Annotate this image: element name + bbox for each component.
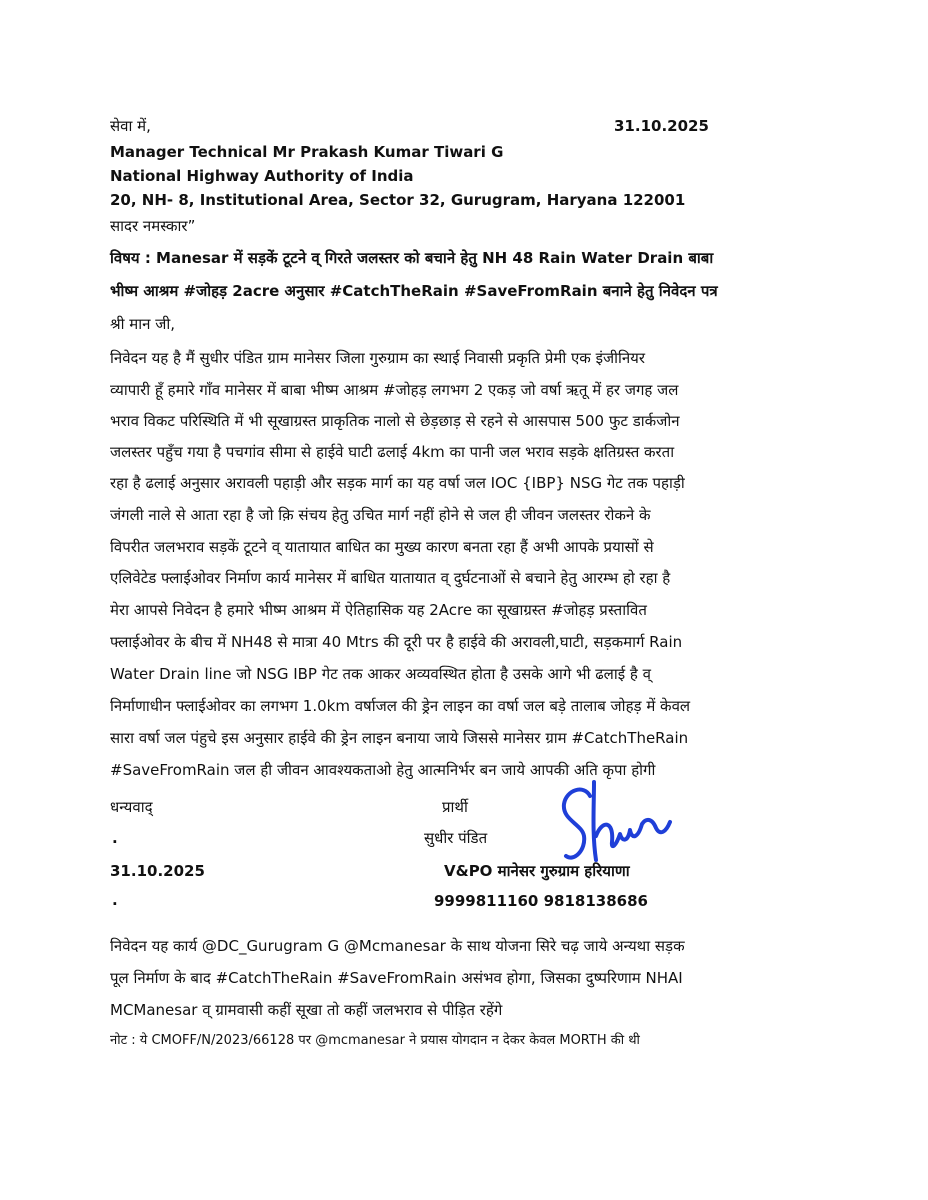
dot-separator: . <box>112 829 118 847</box>
body-line: विपरीत जलभराव सड़कें टूटने व् यातायात बाधित का मुख्य कारण बनता रहा हैं अभी आपके प्रयासों से <box>110 538 654 556</box>
footer-line: MCManesar व् ग्रामवासी कहीं सूखा तो कहीं जलभराव से पीड़ित रहेंगे <box>110 1001 503 1019</box>
subject-line: भीष्म आश्रम #जोहड़ 2acre अनुसार #CatchTheRain #SaveFromRain बनाने हेतु निवेदन पत्र <box>110 282 718 300</box>
address-line: 20, NH- 8, Institutional Area, Sector 32, Gurugram, Haryana 122001 <box>110 191 686 209</box>
body-line: फ्लाईओवर के बीच में NH48 से मात्रा 40 Mtrs की दूरी पर है हाईवे की अरावली,घाटी, सड़कमार्ग Rain <box>110 633 683 651</box>
body-line: व्यापारी हूँ हमारे गाँव मानेसर में बाबा भीष्म आश्रम #जोहड़ लगभग 2 एकड़ जो वर्षा ऋतू में हर जगह जल <box>110 381 679 399</box>
applicant-label: प्रार्थी <box>442 798 468 816</box>
body-line: एलिवेटेड फ्लाईओवर निर्माण कार्य मानेसर में बाधित यातायात व् दुर्घटनाओं से बचाने हेतु आरम्भ हो रहा है <box>110 569 671 587</box>
closing-date: 31.10.2025 <box>110 862 205 880</box>
body-line: निर्माणाधीन फ्लाईओवर का लगभग 1.0km वर्षाजल की ड्रेन लाइन का वर्षा जल बड़े तालाब जोहड़ में केवल <box>110 697 691 715</box>
body-line: मेरा आपसे निवेदन है हमारे भीष्म आश्रम में ऐतिहासिक यह 2Acre का सूखाग्रस्त #जोहड़ प्रस्तावित <box>110 601 647 619</box>
subject-line: विषय : Manesar में सड़कें टूटने व् गिरते जलस्तर को बचाने हेतु NH 48 Rain Water Drain बाबा <box>110 249 714 267</box>
footer-line: निवेदन यह कार्य @DC_Gurugram G @Mcmanesar के साथ योजना सिरे चढ़ जाये अन्यथा सड़क <box>110 937 685 955</box>
dot-separator: . <box>112 891 118 909</box>
footer-line: पूल निर्माण के बाद #CatchTheRain #SaveFromRain असंभव होगा, जिसका दुष्परिणाम NHAI <box>110 969 683 987</box>
date-top: 31.10.2025 <box>614 117 709 135</box>
sir-greeting: श्री मान जी, <box>110 315 176 333</box>
body-line: जलस्तर पहुँच गया है पचगांव सीमा से हाईवे घाटी ढलाई 4km का पानी जल भराव सड़के क्षतिग्रस्त करता <box>110 443 675 461</box>
note-line: नोट : ये CMOFF/N/2023/66128 पर @mcmanesar ने प्रयास योगदान न देकर केवल MORTH की थी <box>110 1033 640 1048</box>
applicant-name: सुधीर पंडित <box>424 829 488 847</box>
body-line: जंगली नाले से आता रहा है जो क़ि संचय हेतु उचित मार्ग नहीं होने से जल ही जीवन जलस्तर रोकने के <box>110 506 651 524</box>
phone-numbers: 9999811160 9818138686 <box>434 892 648 910</box>
body-line: #SaveFromRain जल ही जीवन आवश्यकताओ हेतु आत्मनिर्भर बन जाये आपकी अति कृपा होगी <box>110 761 656 779</box>
address-line: Manager Technical Mr Prakash Kumar Tiwari G <box>110 143 504 161</box>
thanks: धन्यवाद् <box>110 798 153 816</box>
body-line: निवेदन यह है मैं सुधीर पंडित ग्राम मानेसर जिला गुरुग्राम का स्थाई निवासी प्रकृति प्रेमी एक इंजीनियर <box>110 349 646 367</box>
body-line: Water Drain line जो NSG IBP गेट तक आकर अव्यवस्थित होता है उसके आगे भी ढलाई है व् <box>110 665 651 683</box>
applicant-address: V&PO मानेसर गुरुग्राम हरियाणा <box>444 862 630 880</box>
signature <box>556 776 674 872</box>
address-line: National Highway Authority of India <box>110 167 414 185</box>
body-line: रहा है ढलाई अनुसार अरावली पहाड़ी और सड़क मार्ग का यह वर्षा जल IOC {IBP} NSG गेट तक पहाड़ी <box>110 474 685 492</box>
body-line: भराव विकट परिस्थिति में भी सूखाग्रस्त प्राकृतिक नालो से छेड़छाड़ से रहने से आसपास 500 फुट डार्कजोन <box>110 412 680 430</box>
greeting: सादर नमस्कार” <box>110 217 196 235</box>
signature-stroke <box>564 782 670 860</box>
body-line: सारा वर्षा जल पंहुचे इस अनुसार हाईवे की ड्रेन लाइन बनाया जाये जिससे मानेसर ग्राम #CatchTheRain <box>110 729 689 747</box>
salutation-to: सेवा में, <box>110 117 151 135</box>
